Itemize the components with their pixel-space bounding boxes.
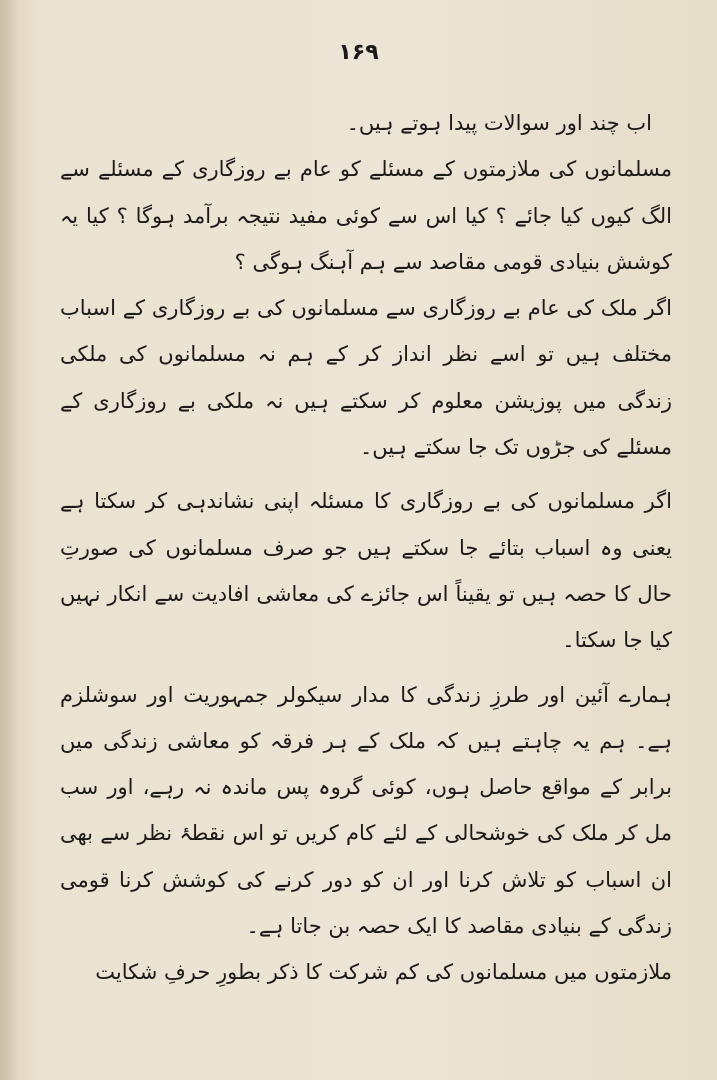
paragraph-6: ملازمتوں میں مسلمانوں کی کم شرکت کا ذکر بطورِ حرفِ شکایت xyxy=(95,960,672,985)
paragraph-3: اگر ملک کی عام بے روزگاری سے مسلمانوں کی بے روزگاری کے اسباب مختلف ہیں تو اسے نظر انداز کر کے ہم نہ مسلمانوں کی ملکی زندگی میں پوزیشن معلوم کر سکتے ہیں نہ ملکی بے روزگاری کے مسئلے کی جڑوں تک جا سکتے ہیں۔ xyxy=(60,296,672,460)
paragraph-4: اگر مسلمانوں کی بے روزگاری کا مسئلہ اپنی نشاندہی کر سکتا ہے یعنی وہ اسباب بتائے جا سکتے ہیں جو صرف مسلمانوں کی صورتِ حال کا حصہ ہیں تو یقیناً اس جائزے کی معاشی افادیت سے انکار نہیں کیا جا سکتا۔ xyxy=(60,489,672,653)
page-number: ۱۶۹ xyxy=(338,40,379,65)
paragraph-1: اب چند اور سوالات پیدا ہوتے ہیں۔ xyxy=(346,111,652,135)
paragraph-5: ہمارے آئین اور طرزِ زندگی کا مدار سیکولر جمہوریت اور سوشلزم ہے۔ ہم یہ چاہتے ہیں کہ ملک کے ہر فرقہ کو معاشی زندگی میں برابر کے مواقع حاصل ہوں، کوئی گروہ پس ماندہ نہ رہے، اور سب مل کر ملک کی خوشحالی کے لئے کام کریں تو اس نقطۂ نظر سے بھی ان اسباب کو تلاش کرنا اور ان کو دور کرنے کی کوشش کرنا قومی زندگی کے بنیادی مقاصد کا ایک حصہ بن جاتا ہے۔ xyxy=(60,682,672,939)
page-edge-shadow xyxy=(0,0,18,1080)
paragraph-2: مسلمانوں کی ملازمتوں کے مسئلے کو عام بے روزگاری کے مسئلے سے الگ کیوں کیا جائے ؟ کیا اس سے کوئی مفید نتیجہ برآمد ہوگا ؟ کیا یہ کوشش بنیادی قومی مقاصد سے ہم آہنگ ہوگی ؟ xyxy=(60,157,672,274)
body-text xyxy=(60,100,672,996)
